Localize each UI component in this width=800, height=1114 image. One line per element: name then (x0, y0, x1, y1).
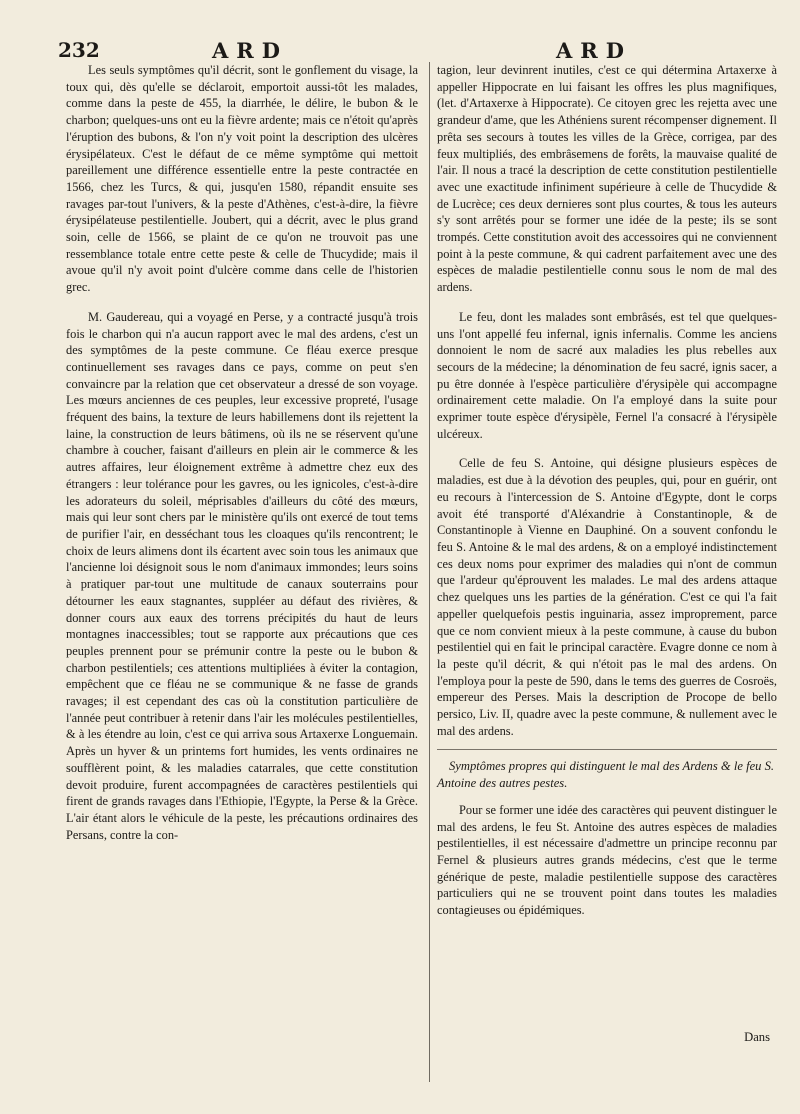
page-header (0, 38, 800, 64)
paragraph: Celle de feu S. Antoine, qui désigne plusieurs espèces de maladies, est due à la dévotion des peuples, qui, pour en guérir, ont eu recours à l'intercession de S. Antoine d'Egypte, dont le corps avoit été transporté d'Aléxandrie à Constantinople, & de Constantinople à Vienne en Dauphiné. On a souvent confondu le feu S. Antoine & le mal des ardens, & on a employé indistinctement ces deux noms pour exprimer des maladies qui n'ont de commun que l'ardeur qu'éprouvent les malades. Le mal des ardens attaque chez quelques uns les parties de la génération. C'est ce qui l'a fait appeller quelquefois pestis inguinaria, assez improprement, parce que ce nom convient mieux à la peste commune, à cause du bubon pestilentiel qui en fait le principal caractère. Evagre donne ce nom à la peste qu'il décrit, & qui n'étoit pas le mal des ardens. On l'employa pour la peste de 590, dans le tems des guerres de Cosroës, empereur des Perses. Mais la description de Procope de bello persico, Liv. II, quadre avec la peste commune, & nullement avec le mal des ardens. (437, 456, 777, 738)
paragraph: Pour se former une idée des caractères qui peuvent distinguer le mal des ardens, le feu St. Antoine des autres espèces de maladies pestilentielles, il est nécessaire d'admettre un principe reconnu par Fernel & plusieurs autres grands médecins, c'est que le terme générique de peste, maladie pestilentielle suppose des caractères particuliers qui ne se trouvent point dans toutes les maladies contagieuses ou épidémiques. (437, 802, 777, 918)
paragraph: Les seuls symptômes qu'il décrit, sont le gonflement du visage, la toux qui, dès qu'elle se déclaroit, emportoit aussi-tôt les malades, comme dans la peste de 455, la diarrhée, le délire, le bubon & le charbon; quelques-uns ont eu la fièvre ardente; mais ce n'étoit qu'après l'éruption des bubons, & l'on n'y voit point la description des ulcères érysipélateux. C'est le défaut de ce même symptôme qui mettoit pareillement une différence essentielle entre la peste contractée en 1566, chez les Turcs, & qui, jusqu'en 1580, répandit ensuite ses ravages par-tout l'univers, & la peste d'Athènes, c'est-à-dire, la fièvre érysipélateuse pestilentielle. Joubert, qui a décrit, avec le plus grand soin, celle de 1566, se plaint de ce qu'on ne trouvoit pas une ressemblance totale entre cette peste & celle de Thucydide; mais il avoue qu'il n'y avoit point d'ulcère comme dans celle de l'historien grec. (66, 63, 418, 295)
paragraph: Le feu, dont les malades sont embrâsés, est tel que quelques-uns l'ont appellé feu infernal, ignis infernalis. Comme les anciens donnoient le nom de sacré aux maladies les plus rebelles aux secours de la médecine; la dénomination de feu sacré, ignis sacer, a pu être donnée à l'espèce particulière d'érysipèle qui accompagne ordinairement cette maladie. On l'a employé dans la suite pour exprimer toute espèce d'érysipèle, Fernel l'a consacré à l'érysipèle ulcéreux. (437, 309, 777, 441)
page-number: 232 (58, 38, 100, 62)
section-heading: Symptômes propres qui distinguent le mal des Ardens & le feu S. Antoine des autres pestes. (437, 749, 777, 791)
right-column (437, 62, 777, 919)
paragraph: M. Gaudereau, qui a voyagé en Perse, y a contracté jusqu'à trois fois le charbon qui n'a aucun rapport avec le mal des ardens, c'est un des symptômes de la peste commune. Ce fléau exerce presque continuellement ses ravages dans ce pays, comme on peut s'en convaincre par la relation que cet observateur a dressé de son voyage. Les mœurs anciennes de ces peuples, leur excessive propreté, l'usage fréquent des bains, la texture de leurs habillemens dont ils rejettent la laine, la construction de leurs bâtimens, où ils ne se réservent qu'une chambre à coucher, faisant d'ailleurs en plein air le commerce & les autres affaires, leur éloignement extrême à admettre chez eux des étrangers : leur tolérance pour les gavres, ou les ignicoles, c'est-à-dire les adorateurs du soleil, méprisables d'ailleurs du côté des mœurs, mais qui leur sont chers par le ministère qu'ils ont exercé de tout tems de purifier l'air, en desséchant tous les cloaques qu'ils rencontrent; le choix de leurs alimens dont ils écartent avec soin tous les animaux que l'ancienne loi désignoit sous le nom d'animaux immondes; leurs soins à pratiquer par-tout une multitude de canaux souterrains pour détourner les eaux stagnantes, suppléer au défaut des rivières, & donner cours aux eaux des torrens précipités du haut de leurs montagnes inaccessibles; tout se rapporte aux précautions que ces peuples prennent pour se prémunir contre la peste ou le bubon & charbon pestilentiels; ces attentions multipliées à éviter la contagion, empêchent que ce fléau ne se communique & ne fasse de grands ravages; il est cependant des cas où la constitution particulière de l'année peut contribuer à retenir dans l'air les molécules pestilentielles, & à les étendre au loin, c'est ce qui arriva sous Artaxerxe Longuemain. Après un hyver & un printems fort humides, les vents ordinaires ne soufflèrent point, & les maladies catarrales, que cette constitution devoit produire, furent accompagnées de caractères pestilentiels qui firent de grands ravages dans l'Ethiopie, l'Egypte, la Perse & la Grèce. L'air étant alors le véhicule de la peste, les précautions ordinaires des Persans, contre la con- (66, 309, 418, 842)
running-head-left: ARD (212, 38, 288, 63)
running-head-right: ARD (556, 38, 632, 63)
catchword: Dans (744, 1030, 770, 1044)
column-divider (429, 62, 430, 1082)
left-column (66, 62, 418, 843)
paragraph: tagion, leur devinrent inutiles, c'est ce qui détermina Artaxerxe à appeller Hippocrate en lui faisant les offres les plus magnifiques, (let. d'Artaxerxe à Hippocrate). Ce citoyen grec les rejetta avec une grandeur d'ame, que les Athéniens surent récompenser dignement. Il prêta ses secours à toutes les villes de la Grèce, corrigea, par des feux multipliés, des embrâsemens de forêts, la mauvaise qualité de l'air. Il nous a tracé la description de cette constitution pestilentielle avec une exactitude infiniment supérieure à celle de Thucydide & de Lucrèce; ces deux dernieres sont plus courtes, & tous les auteurs s'y sont arrêtés pour se former une idée de la peste; ils se sont trompés. Cette constitution avoit des accessoires qui ne conviennent point à la peste commune, & qui cadrent parfaitement avec une des espèces de maladie pestilentielle connu sous le nom de mal des ardens. (437, 63, 777, 295)
